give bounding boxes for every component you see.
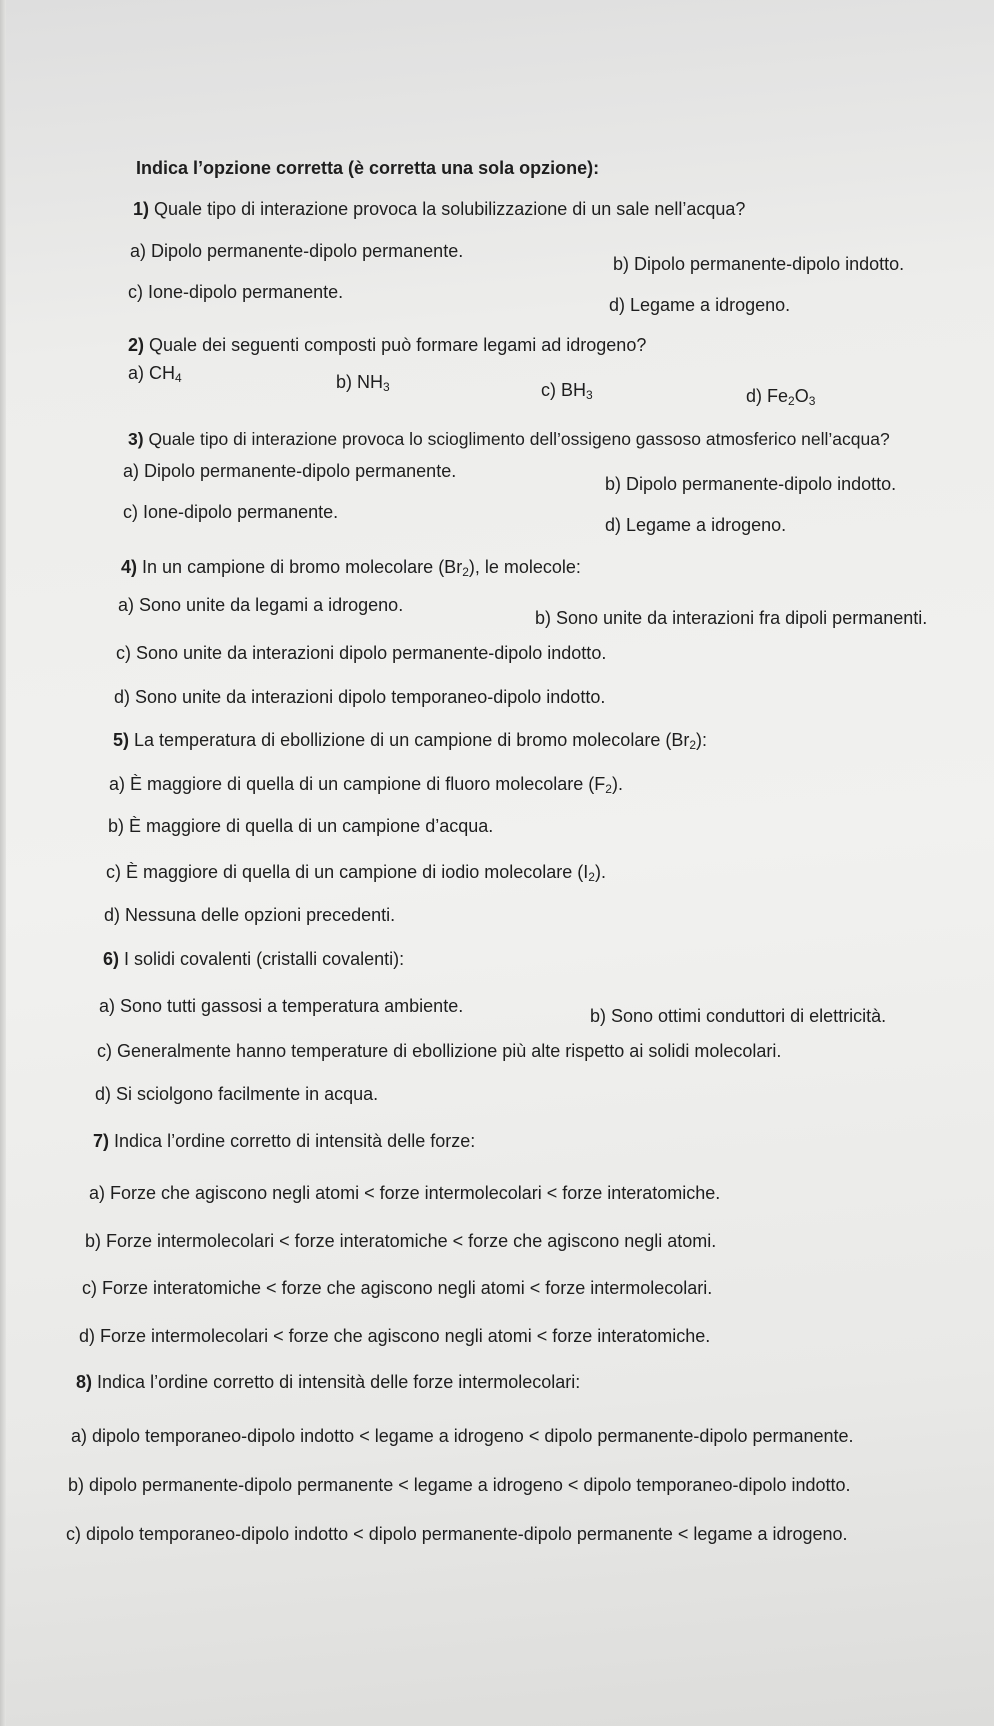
question-text: Quale tipo di interazione provoca la solubilizzazione di un sale nell’acqua? xyxy=(154,199,746,219)
subscript: 2 xyxy=(605,782,612,796)
subscript: 2 xyxy=(788,394,795,408)
option-8b[interactable]: b) dipolo permanente-dipolo permanente < legame a idrogeno < dipolo temporaneo-dipolo indotto. xyxy=(68,1475,851,1495)
formula: NH xyxy=(357,372,384,392)
option-text: c) È maggiore di quella di un campione di iodio molecolare (I xyxy=(106,862,589,882)
question-4 xyxy=(121,556,581,578)
question-text: La temperatura di ebollizione di un campione di bromo molecolare (Br xyxy=(134,730,690,750)
option-label: d) xyxy=(746,386,763,406)
option-4d[interactable]: d) Sono unite da interazioni dipolo temporaneo-dipolo indotto. xyxy=(114,687,606,707)
option-1a[interactable]: a) Dipolo permanente-dipolo permanente. xyxy=(130,241,464,261)
option-7d[interactable]: d) Forze intermolecolari < forze che agiscono negli atomi < forze interatomiche. xyxy=(79,1326,711,1346)
option-4c[interactable]: c) Sono unite da interazioni dipolo permanente-dipolo indotto. xyxy=(116,643,607,663)
question-text: Indica l’ordine corretto di intensità delle forze intermolecolari: xyxy=(97,1372,581,1392)
option-label: c) xyxy=(541,380,556,400)
question-text: ), le molecole: xyxy=(468,557,581,577)
option-text: ). xyxy=(611,774,623,794)
option-7b[interactable]: b) Forze intermolecolari < forze interatomiche < forze che agiscono negli atomi. xyxy=(85,1231,717,1251)
subscript: 3 xyxy=(383,380,390,394)
question-number: 1) xyxy=(133,199,150,219)
option-3c[interactable]: c) Ione-dipolo permanente. xyxy=(123,502,339,522)
option-7a[interactable]: a) Forze che agiscono negli atomi < forze intermolecolari < forze interatomiche. xyxy=(89,1183,721,1203)
formula: BH xyxy=(561,380,587,400)
subscript: 2 xyxy=(588,870,595,884)
option-4b[interactable]: b) Sono unite da interazioni fra dipoli permanenti. xyxy=(535,608,928,628)
subscript: 3 xyxy=(586,388,593,402)
question-text: ): xyxy=(696,730,708,750)
option-1c[interactable]: c) Ione-dipolo permanente. xyxy=(128,282,344,302)
instruction-heading: Indica l’opzione corretta (è corretta una sola opzione): xyxy=(136,158,600,178)
question-3 xyxy=(128,428,890,450)
option-6a[interactable]: a) Sono tutti gassosi a temperatura ambiente. xyxy=(99,996,464,1016)
subscript: 4 xyxy=(175,371,182,385)
option-6b[interactable]: b) Sono ottimi conduttori di elettricità. xyxy=(590,1006,887,1026)
option-1b[interactable]: b) Dipolo permanente-dipolo indotto. xyxy=(613,254,905,274)
question-number: 3) xyxy=(128,429,144,449)
option-2a[interactable] xyxy=(128,362,182,384)
option-5d[interactable]: d) Nessuna delle opzioni precedenti. xyxy=(104,905,396,925)
option-5b[interactable]: b) È maggiore di quella di un campione d’acqua. xyxy=(108,816,494,836)
option-2c[interactable] xyxy=(541,379,593,401)
question-number: 5) xyxy=(113,730,130,750)
subscript: 3 xyxy=(808,394,816,408)
option-text: ). xyxy=(594,862,606,882)
question-8 xyxy=(76,1371,580,1393)
subscript: 2 xyxy=(689,738,697,752)
option-8c[interactable]: c) dipolo temporaneo-dipolo indotto < dipolo permanente-dipolo permanente < legame a idrogeno. xyxy=(66,1524,848,1544)
question-6 xyxy=(103,948,404,970)
question-text: I solidi covalenti (cristalli covalenti): xyxy=(124,949,405,969)
formula: Fe xyxy=(767,386,789,406)
question-text: Quale tipo di interazione provoca lo scioglimento dell’ossigeno gassoso atmosferico nell’acqua? xyxy=(148,429,890,449)
option-label: a) xyxy=(128,363,145,383)
option-3a[interactable]: a) Dipolo permanente-dipolo permanente. xyxy=(123,461,457,481)
page-fold-shadow xyxy=(0,0,6,1726)
option-text: a) È maggiore di quella di un campione di fluoro molecolare (F xyxy=(109,774,606,794)
option-label: b) xyxy=(336,372,353,392)
question-number: 6) xyxy=(103,949,120,969)
subscript: 2 xyxy=(462,565,469,579)
question-1 xyxy=(133,198,745,220)
option-3d[interactable]: d) Legame a idrogeno. xyxy=(605,515,787,535)
question-number: 2) xyxy=(128,335,145,355)
option-3b[interactable]: b) Dipolo permanente-dipolo indotto. xyxy=(605,474,897,494)
option-8a[interactable]: a) dipolo temporaneo-dipolo indotto < legame a idrogeno < dipolo permanente-dipolo permanente. xyxy=(71,1426,854,1446)
question-7 xyxy=(93,1130,475,1152)
option-2d[interactable] xyxy=(746,385,815,407)
question-text: In un campione di bromo molecolare (Br xyxy=(142,557,463,577)
formula: CH xyxy=(149,363,176,383)
question-number: 7) xyxy=(93,1131,110,1151)
question-2 xyxy=(128,334,646,356)
option-1d[interactable]: d) Legame a idrogeno. xyxy=(609,295,791,315)
option-5c[interactable] xyxy=(106,861,606,883)
option-7c[interactable]: c) Forze interatomiche < forze che agiscono negli atomi < forze intermolecolari. xyxy=(82,1278,713,1298)
option-6d[interactable]: d) Si sciolgono facilmente in acqua. xyxy=(95,1084,379,1104)
option-5a[interactable] xyxy=(109,773,623,795)
option-4a[interactable]: a) Sono unite da legami a idrogeno. xyxy=(118,595,404,615)
question-text: Quale dei seguenti composti può formare legami ad idrogeno? xyxy=(149,335,647,355)
question-number: 8) xyxy=(76,1372,93,1392)
question-5 xyxy=(113,729,707,751)
option-6c[interactable]: c) Generalmente hanno temperature di ebollizione più alte rispetto ai solidi molecolari. xyxy=(97,1041,782,1061)
option-2b[interactable] xyxy=(336,371,390,393)
question-text: Indica l’ordine corretto di intensità delle forze: xyxy=(114,1131,476,1151)
question-number: 4) xyxy=(121,557,138,577)
formula: O xyxy=(794,386,809,406)
